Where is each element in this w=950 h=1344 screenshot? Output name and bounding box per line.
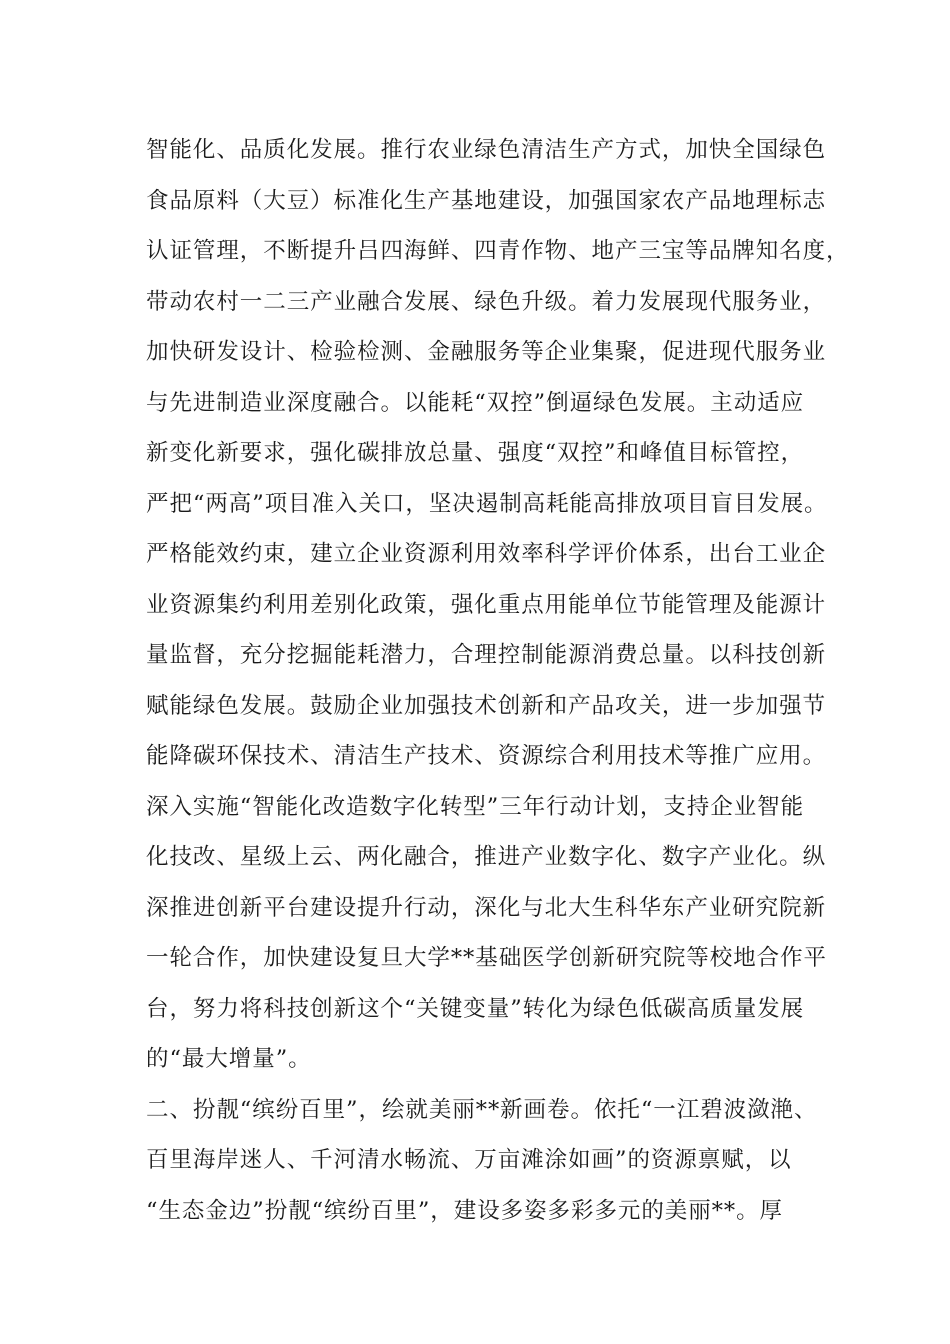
text-line-7: 新变化新要求，强化碳排放总量、强度“双控”和峰值目标管控， <box>146 440 805 466</box>
text-line-15: 化技改、星级上云、两化融合，推进产业数字化、数字产业化。纵 <box>146 844 827 870</box>
text-line-13: 能降碳环保技术、清洁生产技术、资源综合利用技术等推广应用。 <box>146 743 827 769</box>
text-line-5: 加快研发设计、检验检测、金融服务等企业集聚，促进现代服务业 <box>146 339 827 365</box>
text-line-17: 一轮合作，加快建设复旦大学**基础医学创新研究院等校地合作平 <box>146 945 828 971</box>
text-line-11: 量监督，充分挖掘能耗潜力，合理控制能源消费总量。以科技创新 <box>146 642 827 668</box>
text-line-19: 的“最大增量”。 <box>146 1046 312 1072</box>
text-line-9: 严格能效约束，建立企业资源利用效率科学评价体系，出台工业企 <box>146 541 827 567</box>
text-line-10: 业资源集约利用差别化政策，强化重点用能单位节能管理及能源计 <box>146 591 827 618</box>
text-line-21: 百里海岸迷人、千河清水畅流、万亩滩涂如画”的资源禀赋，以 <box>146 1147 792 1173</box>
text-line-4: 带动农村一二三产业融合发展、绿色升级。着力发展现代服务业， <box>146 288 827 315</box>
text-line-22: “生态金边”扮靓“缤纷百里”，建设多姿多彩多元的美丽**。厚 <box>146 1197 784 1224</box>
text-line-2: 食品原料（大豆）标准化生产基地建设，加强国家农产品地理标志 <box>146 187 827 214</box>
text-line-3: 认证管理，不断提升吕四海鲜、四青作物、地产三宝等品牌知名度， <box>146 238 850 264</box>
text-line-14: 深入实施“智能化改造数字化转型”三年行动计划，支持企业智能 <box>146 793 805 820</box>
text-line-16: 深推进创新平台建设提升行动，深化与北大生科华东产业研究院新 <box>146 894 827 921</box>
text-line-1: 智能化、品质化发展。推行农业绿色清洁生产方式，加快全国绿色 <box>146 137 827 163</box>
body-text <box>0 125 950 1236</box>
text-line-20: 二、扮靓“缤纷百里”，绘就美丽**新画卷。依托“一江碧波潋滟、 <box>146 1096 818 1123</box>
text-line-8: 严把“两高”项目准入关口，坚决遏制高耗能高排放项目盲目发展。 <box>146 490 828 517</box>
text-line-12: 赋能绿色发展。鼓励企业加强技术创新和产品攻关，进一步加强节 <box>146 692 827 719</box>
text-line-18: 台，努力将科技创新这个“关键变量”转化为绿色低碳高质量发展 <box>146 995 805 1022</box>
text-line-6: 与先进制造业深度融合。以能耗“双控”倒逼绿色发展。主动适应 <box>146 389 805 416</box>
